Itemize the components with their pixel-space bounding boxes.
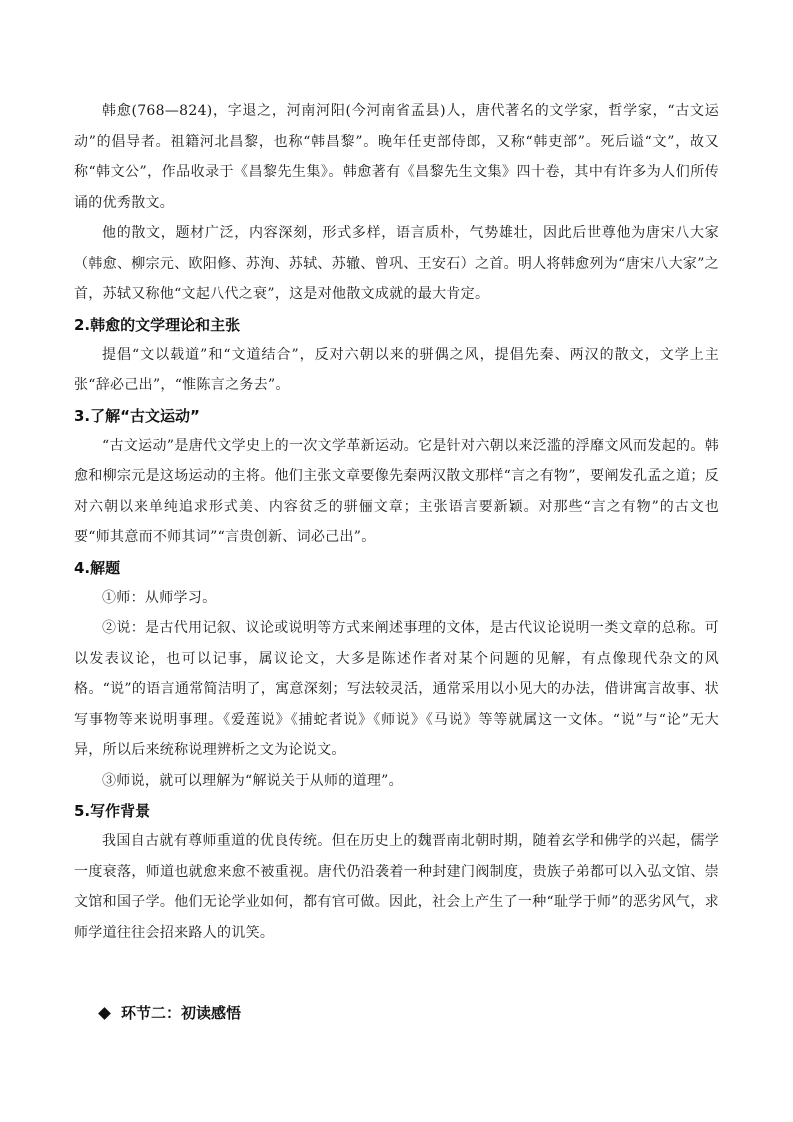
section-4-heading: 4.解题: [74, 558, 121, 577]
intro-paragraph-1: 韩愈(768—824)，字退之，河南河阳(今河南省孟县)人，唐代著名的文学家，哲学家，“古文运动”的倡导者。祖籍河北昌黎，也称“韩昌黎”。晚年任吏部侍郎，又称“韩吏部”。死后谥“文”，故又称“韩文公”，作品收录于《昌黎先生集》。韩愈著有《昌黎先生文集》四十卷，其中有许多为人们所传诵的优秀散文。: [74, 103, 719, 211]
section-3-paragraph: “古文运动”是唐代文学史上的一次文学革新运动。它是针对六朝以来泛滥的浮靡文风而发起的。韩愈和柳宗元是这场运动的主将。他们主张文章要像先秦两汉散文那样“言之有物”，要阐发孔孟之道；反对六朝以来单纯追求形式美、内容贫乏的骈俪文章；主张语言要新颖。对那些“言之有物”的古文也要“师其意而不师其词”“言贵创新、词必己出”。: [74, 437, 719, 545]
section-4-item-1: ①师：从师学习。: [102, 589, 217, 606]
next-section-heading: [100, 998, 241, 1028]
section-5-paragraph: 我国自古就有尊师重道的优良传统。但在历史上的魏晋南北朝时期，随着玄学和佛学的兴起，儒学一度衰落，师道也就愈来愈不被重视。唐代仍沿袭着一种封建门阀制度，贵族子弟都可以入弘文馆、崇文馆和国子学。他们无论学业如何，都有官可做。因此，社会上产生了一种“耻学于师”的恶劣风气，求师学道往往会招来路人的讥笑。: [74, 833, 719, 941]
section-2-heading: 2.韩愈的文学理论和主张: [74, 315, 241, 334]
section-4-item-2: ②说：是古代用记叙、议论或说明等方式来阐述事理的文体，是古代议论说明一类文章的总称。可以发表议论，也可以记事，属议论文，大多是陈述作者对某个问题的见解，有点像现代杂文的风格。“说”的语言通常简洁明了，寓意深刻；写法较灵活，通常采用以小见大的办法，借讲寓言故事、状写事物等来说明事理。《爱莲说》《捕蛇者说》《师说》《马说》等等就属这一文体。“说”与“论”无大异，所以后来统称说理辨析之文为论说文。: [74, 620, 719, 758]
next-section-label: 环节二：初读感悟: [121, 1004, 242, 1022]
document-body: [74, 96, 719, 948]
section-3-heading: 3.了解“古文运动”: [74, 406, 200, 425]
section-4-item-3: ③师说，就可以理解为“解说关于从师的道理”。: [102, 772, 403, 789]
diamond-icon: [98, 1007, 111, 1020]
intro-paragraph-2: 他的散文，题材广泛，内容深刻，形式多样，语言质朴，气势雄壮，因此后世尊他为唐宋八大家（韩愈、柳宗元、欧阳修、苏洵、苏轼、苏辙、曾巩、王安石）之首。明人将韩愈列为“唐宋八大家”之首，苏轼又称他“文起八代之衰”，这是对他散文成就的最大肯定。: [74, 225, 719, 302]
section-5-heading: 5.写作背景: [74, 802, 151, 820]
section-2-paragraph: 提倡“文以载道”和“文道结合”，反对六朝以来的骈偶之风，提倡先秦、两汉的散文，文学上主张“辞必己出”，“惟陈言之务去”。: [74, 346, 719, 393]
